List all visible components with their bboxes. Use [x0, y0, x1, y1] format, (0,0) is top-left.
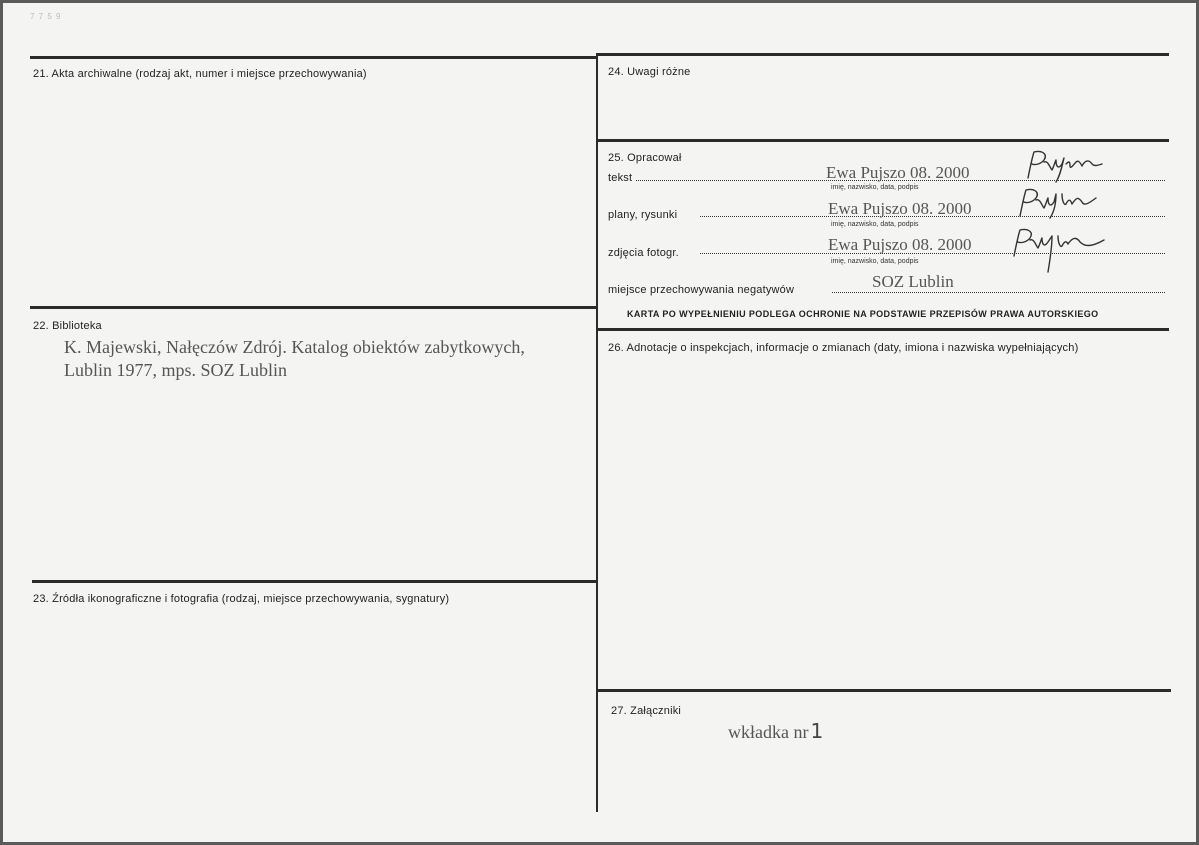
text-author-hint: imię, nazwisko, data, podpis [831, 184, 919, 191]
negatives-location-value: SOZ Lublin [872, 272, 954, 291]
text-author-value: Ewa Pujszo 08. 2000 [826, 163, 970, 182]
center-divider [596, 56, 598, 812]
attachment-value [728, 719, 823, 743]
signature-text-author [1022, 148, 1122, 184]
plans-author-value: Ewa Pujszo 08. 2000 [828, 199, 972, 218]
negatives-location-label: miejsce przechowywania negatywów [608, 284, 795, 296]
signature-plans-author [1014, 186, 1114, 222]
rule-24-25 [596, 139, 1169, 142]
negatives-location-dotted-line [832, 292, 1165, 293]
library-entry-line-1: K. Majewski, Nałęczów Zdrój. Katalog obiektów zabytkowych, [64, 337, 525, 357]
top-rule-left [30, 56, 598, 59]
rule-22-23 [32, 580, 598, 583]
section-26-label: 26. Adnotacje o inspekcjach, informacje o zmianach (daty, imiona i nazwiska wypełniających) [608, 342, 1079, 354]
library-entry-line-2: Lublin 1977, mps. SOZ Lublin [64, 360, 288, 380]
rule-25-26 [596, 328, 1169, 331]
section-21-label: 21. Akta archiwalne (rodzaj akt, numer i miejsce przechowywania) [33, 68, 367, 80]
section-23-label: 23. Źródła ikonograficzne i fotografia (rodzaj, miejsce przechowywania, sygnatury) [33, 593, 450, 605]
text-author-label: tekst [608, 172, 633, 184]
plans-author-hint: imię, nazwisko, data, podpis [831, 221, 919, 228]
signature-photos-author [1008, 226, 1118, 274]
attachment-text: wkładka nr [728, 722, 809, 742]
rule-21-22 [30, 306, 598, 309]
photos-author-label: zdjęcia fotogr. [608, 247, 679, 259]
corner-pencil-note: 7 7 5 9 [30, 12, 62, 21]
top-rule-right [596, 53, 1169, 56]
photos-author-hint: imię, nazwisko, data, podpis [831, 258, 919, 265]
photos-author-value: Ewa Pujszo 08. 2000 [828, 235, 972, 254]
copyright-note: KARTA PO WYPEŁNIENIU PODLEGA OCHRONIE NA PODSTAWIE PRZEPISÓW PRAWA AUTORSKIEGO [627, 309, 1099, 319]
section-24-label: 24. Uwagi różne [608, 66, 691, 78]
section-25-label: 25. Opracował [608, 152, 682, 164]
rule-26-27 [598, 689, 1171, 692]
plans-author-label: plany, rysunki [608, 209, 678, 221]
section-27-label: 27. Załączniki [611, 705, 682, 717]
attachment-number: 1 [810, 719, 824, 743]
section-22-label: 22. Biblioteka [33, 320, 102, 332]
